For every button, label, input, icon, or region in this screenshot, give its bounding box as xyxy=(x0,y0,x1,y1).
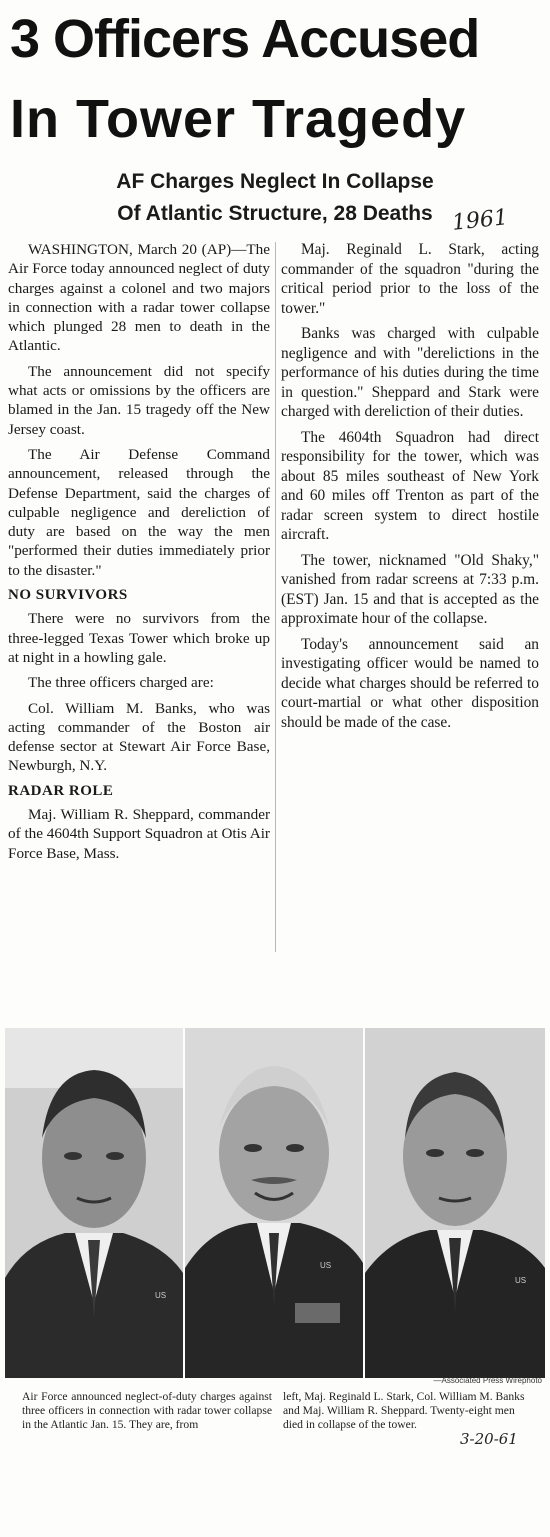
photo-stark xyxy=(5,1028,183,1378)
deck-line-1: AF Charges Neglect In Collapse xyxy=(116,170,434,193)
photo-credit: —Associated Press Wirephoto xyxy=(433,1376,542,1385)
photo-sheppard xyxy=(365,1028,545,1378)
portrait-banks-image xyxy=(185,1028,363,1378)
article-paragraph: Today's announcement said an investigating officer would be named to decide what charges should be referred to court-martial or what other disposition should be made of the case. xyxy=(281,635,539,731)
subhead-radar-role: RADAR ROLE xyxy=(8,782,114,799)
article-paragraph: The Air Defense Command announcement, released through the Defense Department, said the charges of culpable negligence and dereliction of duty are based on the way the men "performed their duties immediately prior to the disaster." xyxy=(8,445,270,579)
portrait-sheppard-image xyxy=(365,1028,545,1378)
portrait-stark-image xyxy=(5,1028,183,1378)
caption-left: Air Force announced neglect-of-duty charges against three officers in connection with radar tower collapse in the Atlantic Jan. 15. They are, from xyxy=(22,1390,272,1432)
article-left-column xyxy=(8,240,270,869)
article-paragraph: The three officers charged are: xyxy=(28,674,214,692)
headline-line-1: 3 Officers Accused xyxy=(10,9,480,69)
article-paragraph: Col. William M. Banks, who was acting commander of the Boston air defense sector at Stewart Air Force Base, Newburgh, N.Y. xyxy=(8,699,270,775)
article-paragraph: Maj. Reginald L. Stark, acting commander of the squadron "during the critical period prior to the loss of the tower." xyxy=(281,241,539,317)
subhead-no-survivors: NO SURVIVORS xyxy=(8,587,128,604)
officer-photos xyxy=(5,1028,545,1378)
article-paragraph: Maj. William R. Sheppard, commander of the 4604th Support Squadron at Otis Air Force Base, Mass. xyxy=(8,806,270,862)
article-paragraph: Banks was charged with culpable negligence and with "derelictions in the performance of his duties during the time in question." Sheppard and Stark were charged with dereliction of their duties. xyxy=(281,325,539,420)
column-divider xyxy=(275,242,276,952)
handwritten-date: 3-20-61 xyxy=(460,1430,518,1448)
article-paragraph: The announcement did not specify what acts or omissions by the officers are blamed in the Jan. 15 tragedy off the New Jersey coast. xyxy=(8,362,270,438)
dateline-paragraph: WASHINGTON, March 20 (AP)—The Air Force today announced neglect of duty charges against a colonel and two majors in connection with a radar tower collapse which plunged 28 men to death in the Atlantic. xyxy=(8,241,270,355)
article-right-column xyxy=(281,240,539,738)
svg-text:US: US xyxy=(320,1261,332,1270)
deck-line-2: Of Atlantic Structure, 28 Deaths xyxy=(117,202,433,225)
caption-right: left, Maj. Reginald L. Stark, Col. William M. Banks and Maj. William R. Sheppard. Twenty-eight men died in collapse of the tower. xyxy=(283,1390,525,1432)
article-paragraph: The 4604th Squadron had direct responsibility for the tower, which was about 85 miles southeast of New York and 60 miles off Trenton as part of the radar screen system to direct hostile aircraft. xyxy=(281,428,539,543)
article-paragraph: There were no survivors from the three-legged Texas Tower which broke up at night in a howling gale. xyxy=(8,610,270,666)
svg-text:US: US xyxy=(155,1291,167,1300)
svg-text:US: US xyxy=(515,1276,527,1285)
article-paragraph: The tower, nicknamed "Old Shaky," vanished from radar screens at 7:33 p.m. (EST) Jan. 15 and that is accepted as the approximate hour of the collapse. xyxy=(281,551,539,627)
handwritten-year: 1961 xyxy=(450,205,510,236)
photo-banks xyxy=(185,1028,363,1378)
headline-line-2: In Tower Tragedy xyxy=(10,89,467,149)
